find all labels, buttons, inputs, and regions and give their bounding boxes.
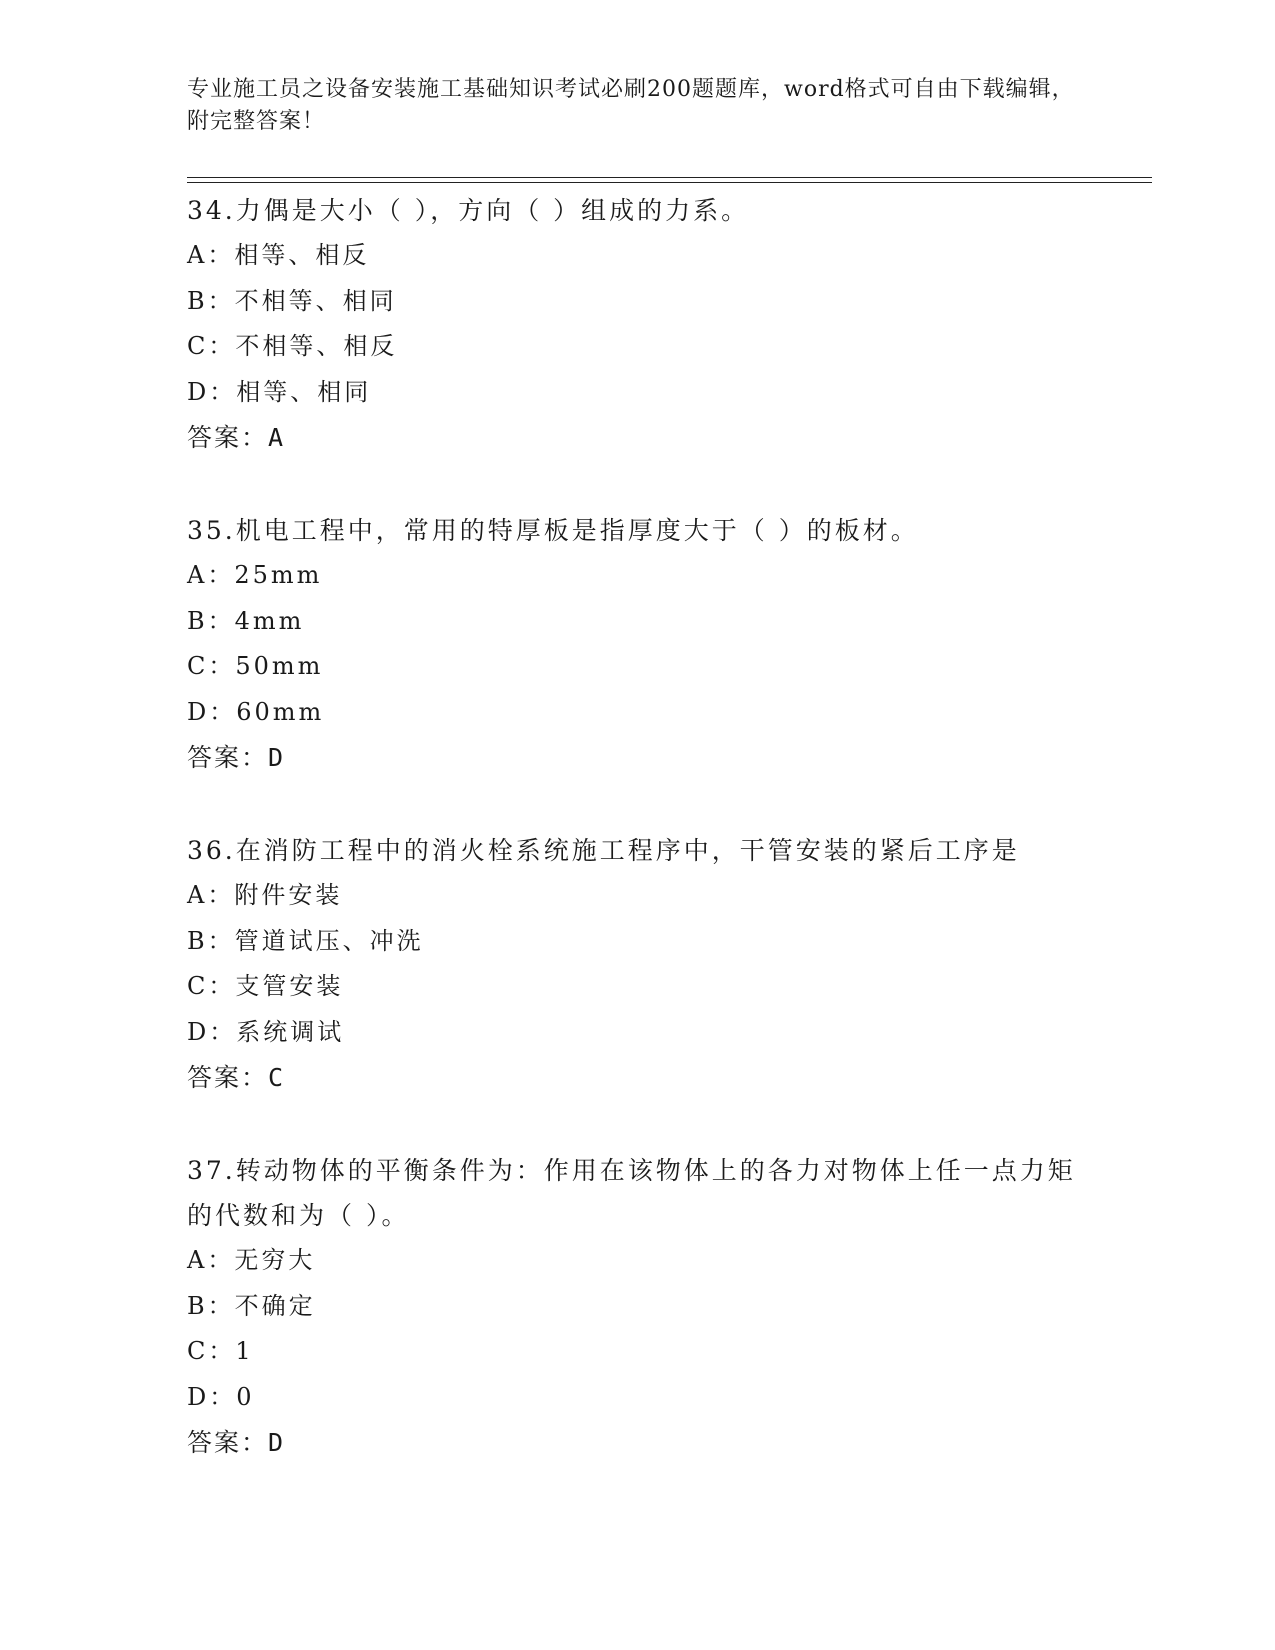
- spacer: [187, 780, 1087, 828]
- answer: 答案：C: [187, 1063, 286, 1092]
- option-b: B：不相等、相同: [187, 286, 397, 315]
- option-d: D：0: [187, 1382, 255, 1411]
- question-list: [187, 188, 1087, 1465]
- question-stem: 34.力偶是大小（ ），方向（ ）组成的力系。: [187, 196, 750, 225]
- header-divider-bottom: [187, 182, 1152, 183]
- question-stem: 35.机电工程中，常用的特厚板是指厚度大于（ ）的板材。: [187, 516, 919, 545]
- option-a: A：25mm: [187, 561, 323, 589]
- option-a: A：无穷大: [187, 1246, 316, 1274]
- option-b: B：4mm: [187, 606, 305, 635]
- spacer: [187, 460, 1087, 508]
- header-divider-top: [187, 177, 1152, 178]
- document-header: 专业施工员之设备安装施工基础知识考试必刷200题题库，word格式可自由下载编辑，附完整答案！: [187, 77, 1075, 134]
- option-c: C：不相等、相反: [187, 332, 398, 360]
- option-c: C：1: [187, 1337, 254, 1365]
- option-d: D：相等、相同: [187, 377, 372, 406]
- option-d: D：60mm: [187, 697, 325, 726]
- answer: 答案：D: [187, 1428, 286, 1457]
- option-d: D：系统调试: [187, 1017, 345, 1046]
- question-stem: 36.在消防工程中的消火栓系统施工程序中，干管安装的紧后工序是: [187, 836, 1020, 865]
- question-stem: 37.转动物体的平衡条件为：作用在该物体上的各力对物体上任一点力矩的代数和为（ ）。: [187, 1156, 1076, 1230]
- option-c: C：50mm: [187, 652, 324, 680]
- option-c: C：支管安装: [187, 972, 344, 1000]
- option-a: A：相等、相反: [187, 241, 370, 269]
- answer: 答案：D: [187, 743, 286, 772]
- option-b: B：管道试压、冲洗: [187, 926, 424, 955]
- answer: 答案：A: [187, 423, 286, 452]
- option-a: A：附件安装: [187, 881, 343, 909]
- question-36: [187, 828, 1087, 1100]
- question-35: [187, 508, 1087, 780]
- question-34: [187, 188, 1087, 460]
- spacer: [187, 1100, 1087, 1148]
- question-37: [187, 1148, 1087, 1465]
- option-b: B：不确定: [187, 1291, 316, 1320]
